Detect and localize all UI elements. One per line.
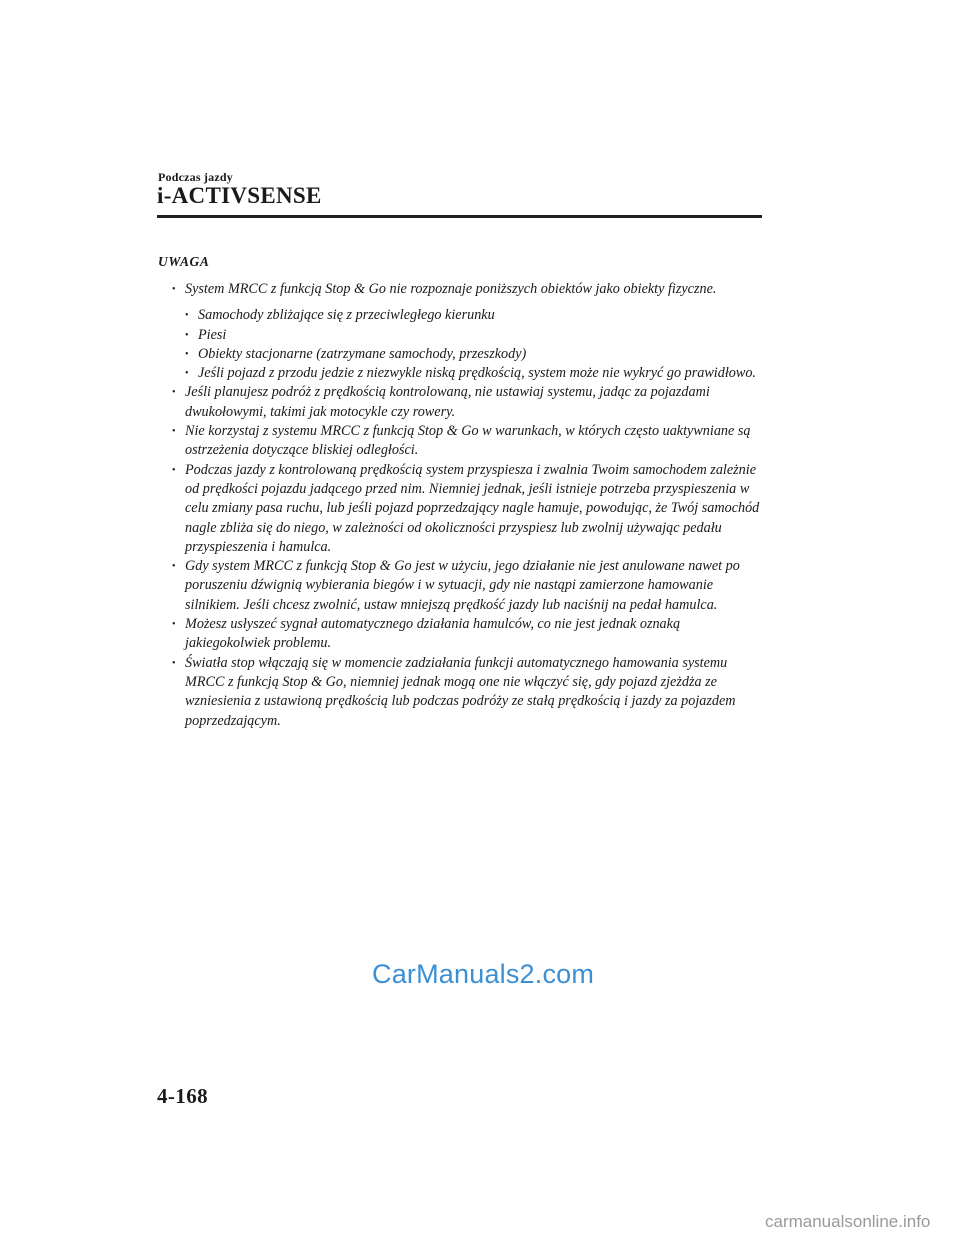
notice-body xyxy=(172,280,764,731)
notice-heading: UWAGA xyxy=(158,254,210,269)
title-divider xyxy=(157,215,762,218)
notice-subitem: • Samochody zbliżające się z przeciwległego kierunku xyxy=(185,306,764,325)
notice-sublist xyxy=(185,306,764,383)
chapter-title: i-ACTIVSENSE xyxy=(157,183,322,208)
notice-item: • Możesz usłyszeć sygnał automatycznego działania hamulców, co nie jest jednak oznaką jakiegokolwiek problemu. xyxy=(172,615,764,654)
footer-site-link[interactable]: carmanualsonline.info xyxy=(765,1212,931,1231)
notice-item: • Gdy system MRCC z funkcją Stop & Go jest w użyciu, jego działanie nie jest anulowane nawet po poruszeniu dźwignią wybierania biegów i w sytuacji, gdy nie nastąpi zamierzone hamowanie silnikiem. Jeśli chcesz zwolnić, ustaw mniejszą prędkość jazdy lub naciśnij na pedał hamulca. xyxy=(172,557,764,615)
notice-item: • Nie korzystaj z systemu MRCC z funkcją Stop & Go w warunkach, w których często uaktywniane są ostrzeżenia dotyczące bliskiej odległości. xyxy=(172,422,764,461)
notice-subitem: • Piesi xyxy=(185,326,764,345)
notice-list xyxy=(172,280,764,731)
notice-item-text: System MRCC z funkcją Stop & Go nie rozpoznaje poniższych obiektów jako obiekty fizyczne. xyxy=(185,281,717,297)
notice-item: • Światła stop włączają się w momencie zadziałania funkcji automatycznego hamowania systemu MRCC z funkcją Stop & Go, niemniej jednak mogą one nie włączyć się, gdy pojazd zjeżdża ze wzniesienia z ustawioną prędkością lub podczas podróży ze stałą prędkością i jazdy za pojazdem poprzedzającym. xyxy=(172,654,764,731)
notice-subitem: • Obiekty stacjonarne (zatrzymane samochody, przeszkody) xyxy=(185,345,764,364)
notice-item: • Podczas jazdy z kontrolowaną prędkością system przyspiesza i zwalnia Twoim samochodem zależnie od prędkości pojazdu jadącego przed nim. Niemniej jednak, jeśli istnieje potrzeba przyspieszenia w celu zmiany pasa ruchu, lub jeśli pojazd poprzedzający nagle hamuje, powodując, że Twój samochód nagle zbliża się do niego, w zależności od okoliczności przyspiesz lub zwolnij używając pedału przyspieszenia i hamulca. xyxy=(172,461,764,557)
watermark-link[interactable]: CarManuals2.com xyxy=(372,959,595,989)
notice-item: • Jeśli planujesz podróż z prędkością kontrolowaną, nie ustawiaj systemu, jadąc za pojazdami dwukołowymi, takimi jak motocykle czy rowery. xyxy=(172,383,764,422)
section-label: Podczas jazdy xyxy=(158,170,233,184)
page-number: 4-168 xyxy=(157,1084,208,1108)
notice-subitem: • Jeśli pojazd z przodu jedzie z niezwykle niską prędkością, system może nie wykryć go prawidłowo. xyxy=(185,364,764,383)
notice-item xyxy=(172,280,764,383)
